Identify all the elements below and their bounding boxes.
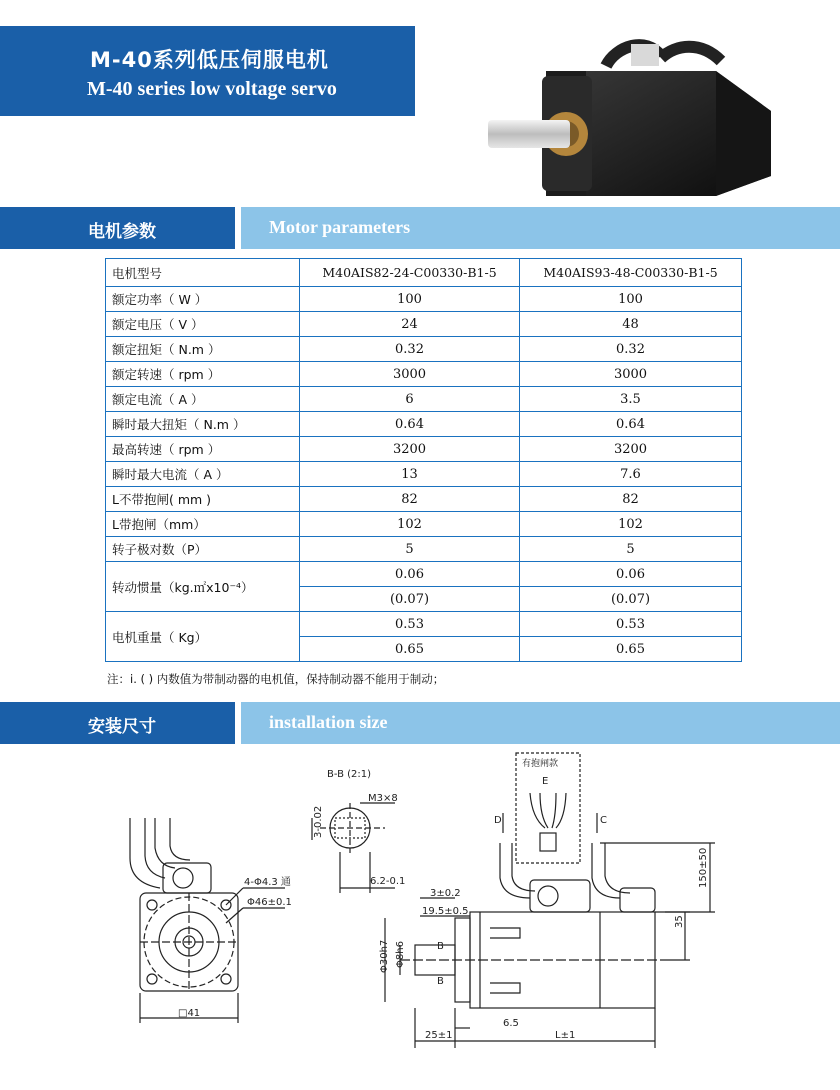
table-row xyxy=(106,437,742,462)
dim-cable-length: 150±50 xyxy=(698,847,709,888)
row-label: 额定转速（ rpm ） xyxy=(106,362,300,387)
dim-flange-diameter: Φ30h7 xyxy=(379,939,390,973)
mounting-holes-label: 4-Φ4.3 通 xyxy=(244,877,291,888)
dim-3: 3±0.2 xyxy=(430,888,461,899)
section-params-cn-label: 电机参数 xyxy=(88,222,156,242)
section-params-en-label: Motor parameters xyxy=(269,217,411,237)
row-label: 瞬时最大扭矩（ N.m ） xyxy=(106,412,300,437)
brake-variant-label: 有抱闸款 xyxy=(522,759,559,769)
dim-shaft-diameter: Φ8h6 xyxy=(395,941,406,968)
row-value-1: 5 xyxy=(300,537,520,562)
row-value-2: 0.32 xyxy=(520,337,742,362)
row-label: 最高转速（ rpm ） xyxy=(106,437,300,462)
row-value-1: 82 xyxy=(300,487,520,512)
row-value-2: 3000 xyxy=(520,362,742,387)
row-label: 额定扭矩（ N.m ） xyxy=(106,337,300,362)
table-row xyxy=(106,412,742,437)
header-model-2: M40AIS93-48-C00330-B1-5 xyxy=(520,259,742,287)
view-letter-e: E xyxy=(542,776,549,787)
table-row xyxy=(106,362,742,387)
installation-drawing xyxy=(0,748,840,1090)
inertia-value-2: 0.06 xyxy=(520,562,742,587)
row-value-1: 0.64 xyxy=(300,412,520,437)
row-value-2: 0.64 xyxy=(520,412,742,437)
dim-25: 25±1 xyxy=(425,1030,453,1041)
section-install-cn xyxy=(0,702,235,744)
inertia-label: 转动惯量（kg.㎡x10⁻⁴） xyxy=(106,562,300,612)
row-value-1: 6 xyxy=(300,387,520,412)
row-value-1: 3200 xyxy=(300,437,520,462)
row-value-1: 0.32 xyxy=(300,337,520,362)
row-value-1: 100 xyxy=(300,287,520,312)
row-label: L带抱闸（mm） xyxy=(106,512,300,537)
square-size-label: □41 xyxy=(178,1008,201,1019)
header-model-1: M40AIS82-24-C00330-B1-5 xyxy=(300,259,520,287)
table-row xyxy=(106,337,742,362)
row-value-2: 48 xyxy=(520,312,742,337)
row-value-1: 102 xyxy=(300,512,520,537)
row-value-2: 82 xyxy=(520,487,742,512)
pcd-label: Φ46±0.1 xyxy=(247,897,292,908)
dim-length: L±1 xyxy=(555,1030,576,1041)
row-value-2: 5 xyxy=(520,537,742,562)
table-header-row xyxy=(106,259,742,287)
weight-value-2: 0.53 xyxy=(520,612,742,637)
title-cn: M-40系列低压伺服电机 xyxy=(90,48,329,72)
key-height-label: 3-0.02 xyxy=(313,805,324,838)
row-value-1: 3000 xyxy=(300,362,520,387)
table-row xyxy=(106,287,742,312)
table-row xyxy=(106,462,742,487)
table-row xyxy=(106,512,742,537)
motor-photo xyxy=(486,36,776,201)
table-row xyxy=(106,537,742,562)
inertia-brake-value-1: (0.07) xyxy=(300,587,520,612)
table-row-inertia xyxy=(106,562,742,587)
section-install-en-label: installation size xyxy=(269,712,388,732)
weight-value-1: 0.53 xyxy=(300,612,520,637)
row-value-2: 100 xyxy=(520,287,742,312)
screw-label: M3×8 xyxy=(368,793,398,804)
row-label: 额定电压（ V ） xyxy=(106,312,300,337)
title-en: M-40 series low voltage servo xyxy=(87,78,337,100)
row-label: 额定功率（ W ） xyxy=(106,287,300,312)
row-value-2: 3.5 xyxy=(520,387,742,412)
section-install-en xyxy=(241,702,840,744)
row-label: 额定电流（ A ） xyxy=(106,387,300,412)
section-params-cn xyxy=(0,207,235,249)
row-value-1: 13 xyxy=(300,462,520,487)
row-value-1: 24 xyxy=(300,312,520,337)
view-letter-d: D xyxy=(494,815,502,826)
section-mark-b-top: B xyxy=(437,941,444,952)
section-install-cn-label: 安装尺寸 xyxy=(88,717,156,737)
dim-35: 35 xyxy=(674,915,685,928)
row-label: 瞬时最大电流（ A ） xyxy=(106,462,300,487)
row-label: L不带抱闸( mm ) xyxy=(106,487,300,512)
section-bb-label: B-B (2:1) xyxy=(327,769,372,780)
header-label: 电机型号 xyxy=(106,259,300,287)
table-row xyxy=(106,487,742,512)
weight-brake-value-2: 0.65 xyxy=(520,637,742,662)
row-label: 转子极对数（P） xyxy=(106,537,300,562)
table-row-weight xyxy=(106,612,742,637)
row-value-2: 3200 xyxy=(520,437,742,462)
view-letter-c: C xyxy=(600,815,607,826)
weight-brake-value-1: 0.65 xyxy=(300,637,520,662)
dim-19-5: 19.5±0.5 xyxy=(422,906,469,917)
dim-6-5: 6.5 xyxy=(503,1018,519,1029)
row-value-2: 7.6 xyxy=(520,462,742,487)
section-mark-b-bottom: B xyxy=(437,976,444,987)
table-row xyxy=(106,387,742,412)
table-note: 注：i. ( ) 内数值为带制动器的电机值，保持制动器不能用于制动； xyxy=(107,672,445,686)
weight-label: 电机重量（ Kg） xyxy=(106,612,300,662)
inertia-brake-value-2: (0.07) xyxy=(520,587,742,612)
inertia-value-1: 0.06 xyxy=(300,562,520,587)
section-params-en xyxy=(241,207,840,249)
title-banner xyxy=(0,26,415,116)
key-width-label: 6.2-0.1 xyxy=(370,876,406,887)
parameter-table xyxy=(105,258,742,662)
table-row xyxy=(106,312,742,337)
row-value-2: 102 xyxy=(520,512,742,537)
